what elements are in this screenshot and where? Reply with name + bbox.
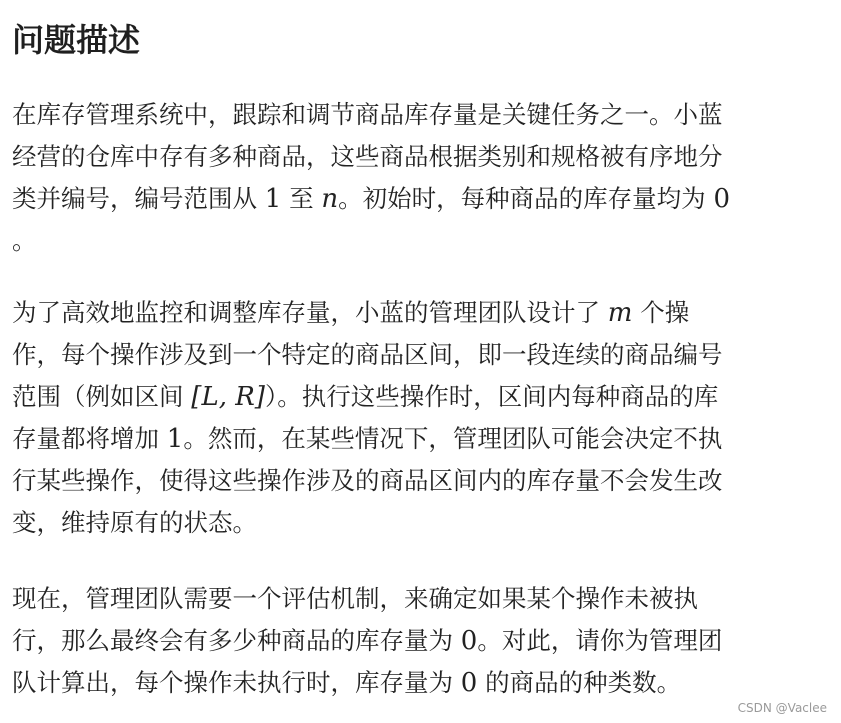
text-segment: 个操 [632,298,690,327]
text-segment: ）。执行这些操作时，区间内每种商品的库 [264,382,719,411]
text-segment: 存量都将增加 [12,424,167,453]
text-segment: 类并编号，编号范围从 [12,184,265,213]
paragraph-3-line-1: 现在，管理团队需要一个评估机制，来确定如果某个操作未被执 [12,584,698,613]
paragraph-1-line-1: 在库存管理系统中，跟踪和调节商品库存量是关键任务之一。小蓝 [12,100,723,129]
text-segment: 至 [281,184,322,213]
paragraph-2-line-3 [12,376,834,418]
math-interval: [L, R] [191,382,265,412]
math-one: 1 [166,424,184,454]
text-segment: 的商品的种类数。 [477,668,682,697]
paragraph-3-line-2 [12,620,834,662]
text-segment: 为了高效地监控和调整库存量，小蓝的管理团队设计了 [12,298,608,327]
paragraph-1-line-2: 经营的仓库中存有多种商品，这些商品根据类别和规格被有序地分 [12,142,723,171]
text-segment: 范围（例如区间 [12,382,192,411]
paragraph-2-line-5: 行某些操作，使得这些操作涉及的商品区间内的库存量不会发生改 [12,466,723,495]
text-segment: 队计算出，每个操作未执行时，库存量为 [12,668,461,697]
paragraph-1 [12,94,834,262]
paragraph-1-line-4: 。 [12,226,37,255]
math-zero: 0 [460,668,478,698]
text-segment: 。然而，在某些情况下，管理团队可能会决定不执 [183,424,723,453]
page-title: 问题描述 [12,21,141,59]
paragraph-3 [12,578,834,704]
paragraph-2 [12,292,834,544]
math-n: n [321,184,339,214]
text-segment: 。对此，请你为管理团 [477,626,723,655]
paragraph-1-line-3 [12,178,834,220]
text-segment: 。初始时，每种商品的库存量均为 [338,184,714,213]
paragraph-3-line-3 [12,662,834,704]
paragraph-2-line-2: 作，每个操作涉及到一个特定的商品区间，即一段连续的商品编号 [12,340,723,369]
paragraph-2-line-4 [12,418,834,460]
math-zero: 0 [460,626,478,656]
paragraph-2-line-6: 变，维持原有的状态。 [12,508,257,537]
math-m: m [607,298,633,328]
text-segment: 行，那么最终会有多少种商品的库存量为 [12,626,461,655]
math-one: 1 [264,184,282,214]
watermark: CSDN @Vaclee [737,701,827,715]
paragraph-2-line-1 [12,292,834,334]
math-zero: 0 [713,184,731,214]
